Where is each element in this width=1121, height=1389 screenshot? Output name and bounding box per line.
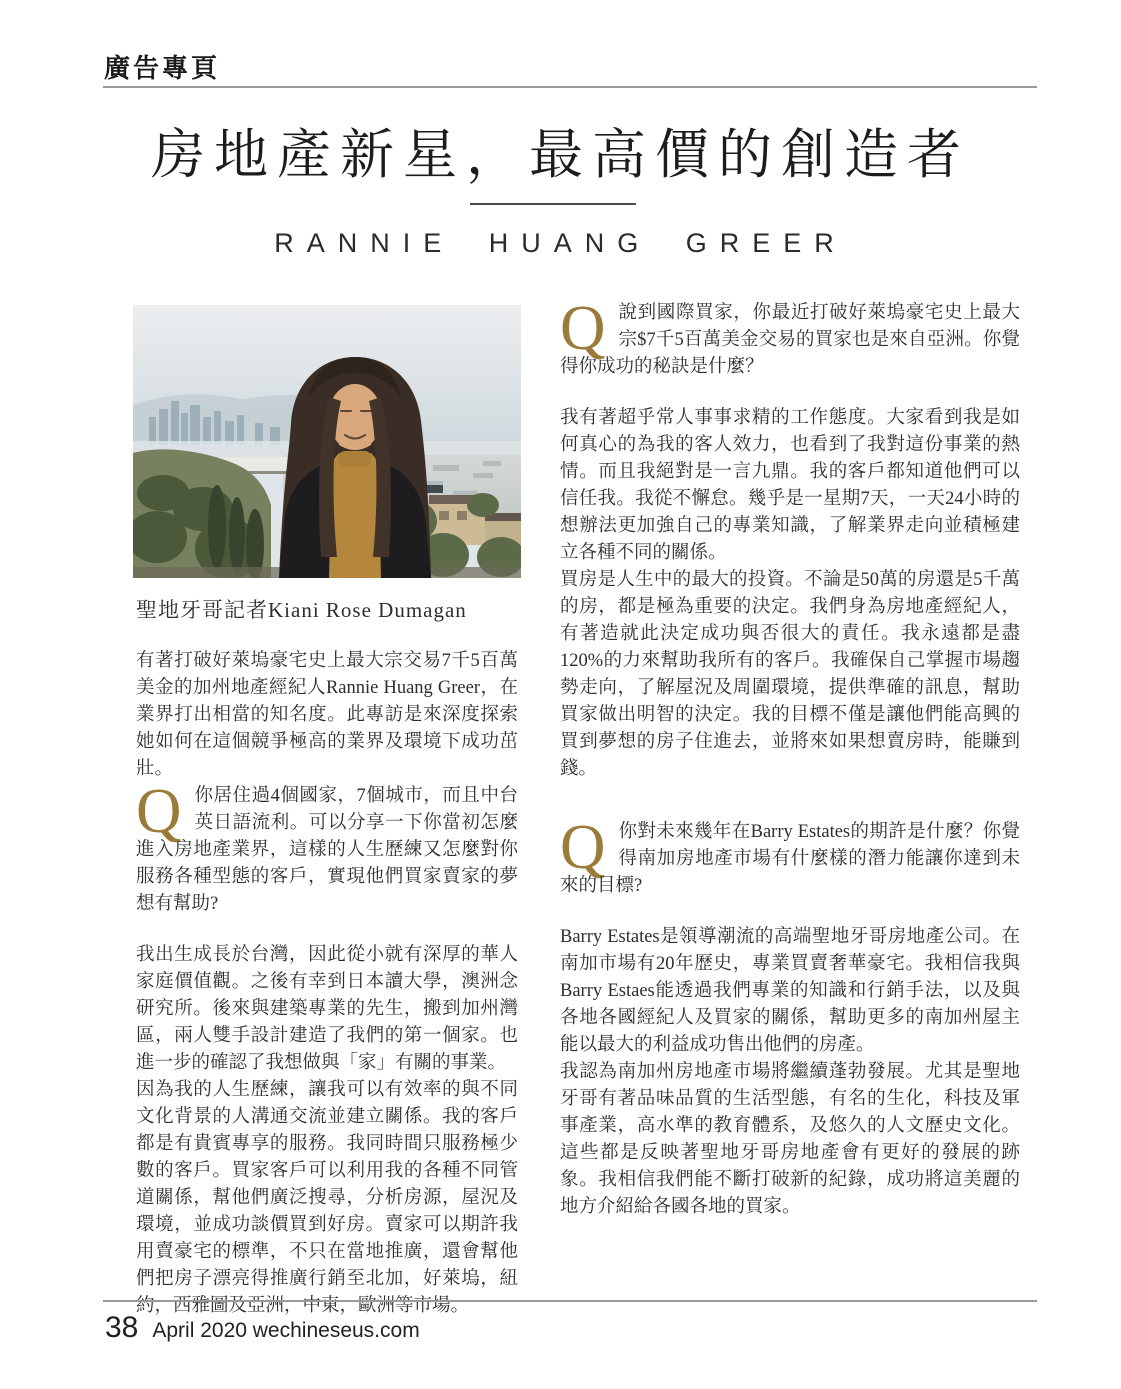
answer-paragraph: 我有著超乎常人事事求精的工作態度。大家看到我是如何真心的為我的客人效力，也看到了我對這份事業的熱情。而且我絕對是一言九鼎。我的客戶都知道他們可以信任我。我從不懈怠。幾乎是一星期7天，一天24小時的想辦法更加強自己的專業知識，了解業界走向並積極建立各種不同的關係。 [560,408,1020,563]
question-text: 說到國際買家，你最近打破好萊塢豪宅史上最大宗$7千5百萬美金交易的買家也是來自亞洲。你覺得你成功的秘訣是什麼？ [560,303,1020,377]
intro-paragraph: 有著打破好萊塢豪宅史上最大宗交易7千5百萬美金的加州地產經紀人Rannie Huang Greer，在業界打出相當的知名度。此專訪是來深度探索她如何在這個競爭極高的業界及環境下成功茁壯。 [136,651,518,779]
question-block-1 [136,776,518,918]
footer [105,1311,905,1345]
photo-caption: 聖地牙哥記者Kiani Rose Dumagan [136,598,467,622]
answer-paragraph: 買房是人生中的最大的投資。不論是50萬的房還是5千萬的房，都是極為重要的決定。我們身為房地產經紀人，有著造就此決定成功與否很大的責任。我永遠都是盡120%的力來幫助我所有的客戶。我確保自己掌握市場趨勢走向，了解屋況及周圍環境，提供準確的訊息，幫助買家做出明智的決定。我的目標不僅是讓他們能高興的買到夢想的房子住進去，並將來如果想賣房時，能賺到錢。 [560,570,1020,779]
question-dropcap: Q [560,293,606,363]
answer-paragraph: Barry Estates是領導潮流的高端聖地牙哥房地產公司。在南加市場有20年歷史，專業買賣奢華豪宅。我相信我與Barry Estaes能透過我們專業的知識和行銷手法，以及與各地各國經紀人及買家的關係，幫助更多的南加州屋主能以最大的利益成功售出他們的房產。 [560,927,1020,1055]
portrait-photo [133,305,521,578]
page-number: 38 [105,1311,139,1344]
portrait-photo-illustration [133,305,521,578]
answer-paragraph: 我認為南加州房地產市場將繼續蓬勃發展。尤其是聖地牙哥有著品味品質的生活型態，有名的生化，科技及軍事產業，高水準的教育體系，及悠久的人文歷史文化。這些都是反映著聖地牙哥房地產會有更好的發展的跡象。我相信我們能不斷打破新的紀錄，成功將這美麗的地方介紹給各國各地的買家。 [560,1062,1020,1217]
answer-block-2 [560,405,1020,783]
answer-paragraph: 我出生成長於台灣，因此從小就有深厚的華人家庭價值觀。之後有幸到日本讀大學，澳洲念研究所。後來與建築專業的先生，搬到加州灣區，兩人雙手設計建造了我們的第一個家。也進一步的確認了我想做與「家」有關的事業。 [136,945,518,1073]
issue-line: April 2020 wechineseus.com [152,1319,420,1342]
title-divider-rule [470,203,636,205]
footer-divider-rule [103,1300,1037,1302]
right-column [560,293,1020,1221]
question-text: 你對未來幾年在Barry Estates的期許是什麼？你覺得南加房地產市場有什麼樣的潛力能讓你達到未來的目標? [560,822,1020,896]
answer-paragraph: 因為我的人生歷練，讓我可以有效率的與不同文化背景的人溝通交流並建立關係。我的客戶都是有貴賓專享的服務。我同時間只服務極少數的客戶。買家客戶可以利用我的各種不同管道關係，幫他們廣泛搜尋，分析房源，屋況及環境，並成功談價買到好房。賣家可以期許我用賣豪宅的標準，不只在當地推廣，還會幫他們把房子漂亮得推廣行銷至北加，好萊塢，紐約，西雅圖及亞洲，中東，歐洲等市場。 [136,1080,518,1316]
question-block-3 [560,812,1020,900]
article-title: 房地產新星，最高價的創造者 [151,123,970,186]
article-subtitle-name: RANNIE HUANG GREER [274,228,847,258]
question-dropcap: Q [136,776,182,846]
question-text: 你居住過4個國家，7個城市，而且中台英日語流利。可以分享一下你當初怎麼進入房地產業界，這樣的人生歷練又怎麼對你服務各種型態的客戶，實現他們買家賣家的夢想有幫助? [136,786,518,914]
left-column [136,648,518,1320]
question-block-2 [560,293,1020,381]
answer-block-3 [560,924,1020,1221]
top-divider-rule [103,86,1037,88]
answer-block-1 [136,942,518,1320]
question-dropcap: Q [560,812,606,882]
section-label: 廣告專頁 [104,54,221,84]
